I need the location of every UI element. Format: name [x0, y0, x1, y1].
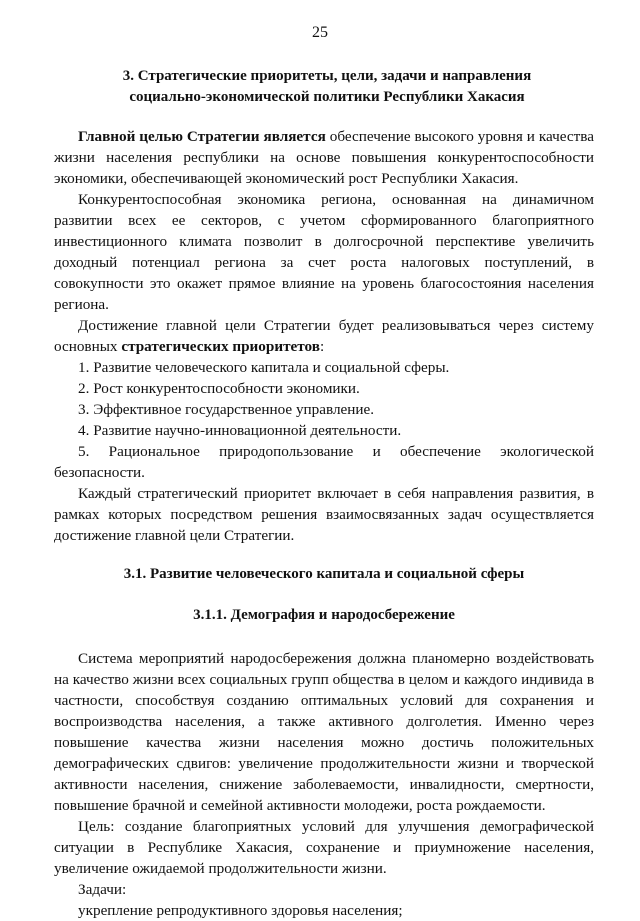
priority-item: 3. Эффективное государственное управление.: [78, 401, 375, 418]
priorities-intro-paragraph: [54, 315, 594, 357]
section-3-1-1-title: 3.1.1. Демография и народосбережение: [193, 607, 455, 623]
section-3-title-line-2: социально-экономической политики Республики Хакасия: [129, 89, 525, 105]
main-goal-text: обеспечение высокого уровня и качества жизни населения республики на основе повышения конкурентоспособности экономики, обеспечивающей экономический рост Республики Хакасия.: [54, 128, 594, 187]
priority-item: 2. Рост конкурентоспособности экономики.: [78, 380, 360, 397]
section-3-title-line-1: 3. Стратегические приоритеты, цели, задачи и направления: [122, 68, 532, 84]
priority-item: 5. Рациональное природопользование и обеспечение экологической безопасности.: [54, 443, 594, 481]
page-content: [54, 66, 594, 921]
main-goal-bold-lead: Главной целью Стратегии является: [78, 128, 326, 145]
main-goal-paragraph: [54, 126, 594, 189]
priority-item: 4. Развитие научно-инновационной деятельности.: [78, 422, 402, 439]
priority-item: 1. Развитие человеческого капитала и социальной сферы.: [78, 359, 450, 376]
priorities-intro-text: Достижение главной цели Стратегии будет реализовываться через систему основных: [54, 317, 594, 355]
tasks-label: Задачи:: [78, 881, 127, 898]
demography-goal-paragraph: Цель: создание благоприятных условий для улучшения демографической ситуации в Республике Хакасия, сохранение и приумножение населения, увеличение ожидаемой продолжительности жизни.: [54, 818, 594, 877]
task-item: укрепление репродуктивного здоровья населения;: [78, 902, 403, 919]
section-3-1-title: 3.1. Развитие человеческого капитала и социальной сферы: [123, 566, 525, 582]
demography-paragraph: Система мероприятий народосбережения должна планомерно воздействовать на качество жизни всех социальных групп общества в целом и каждого индивида в частности, способствуя созданию оптимальных условий для сохранения и воспроизводства населения, а также активного долголетия. Именно через повышение качества жизни населения можно достичь положительных демографических сдвигов: увеличение продолжительности жизни и творческой активности населения, снижение заболеваемости, инвалидности, смертности, повышение брачной и семейной активности молодежи, роста рождаемости.: [54, 650, 594, 814]
priority-directions-paragraph: Каждый стратегический приоритет включает в себя направления развития, в рамках которых посредством решения взаимосвязанных задач осуществляется достижение главной цели Стратегии.: [54, 485, 594, 544]
page-number: 25: [312, 24, 328, 41]
competitive-economy-paragraph: Конкурентоспособная экономика региона, основанная на динамичном развитии всех ее секторов, с учетом сформированного благоприятного инвестиционного климата позволит в долгосрочной перспективе увеличить доходный потенциал региона за счет роста налоговых поступлений, в совокупности это окажет прямое влияние на уровень благосостояния населения региона.: [54, 191, 594, 313]
priorities-bold-term: стратегических приоритетов: [121, 338, 320, 355]
priorities-intro-colon: :: [319, 338, 325, 355]
